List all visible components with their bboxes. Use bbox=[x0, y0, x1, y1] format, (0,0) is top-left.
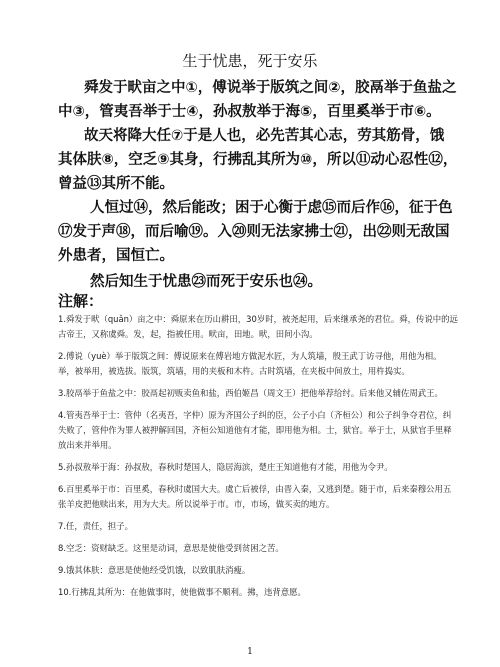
notes-list bbox=[58, 312, 458, 607]
note-item-8: 8.空乏：资财缺乏。这里是动词，意思是使他受到贫困之苦。 bbox=[58, 543, 284, 553]
notes-heading: 注解： bbox=[58, 292, 104, 310]
note-item-3: 3.胶鬲举于鱼盐之中：胶鬲起初贩卖鱼和盐，西伯姬昌（周文王）把他举荐给纣。后来他又辅佐周武王。 bbox=[58, 388, 443, 398]
note-item-6: 6.百里奚举于市：百里奚，春秋时虞国大夫。虞亡后被俘，由晋入秦，又逃到楚。随于市，后来秦穆公用五张羊皮把他赎出来，用为大夫。所以说举于市。市，市场，做买卖的地方。 bbox=[58, 484, 452, 509]
text-paragraph-2: 故天将降大任⑦于是人也，必先苦其心志，劳其筋骨，饿其体肤⑧，空乏⑨其身，行拂乱其所为⑩，所以⑪动心忍性⑫，曾益⑬其所不能。 bbox=[58, 128, 458, 192]
note-item-1: 1.舜发于畎（quǎn）亩之中：舜原来在历山耕田，30岁时，被尧起用，后来继承尧的君位。舜，传说中的远古帝王，又称虞舜。发，起，指被任用。畎亩，田地。畎，田间小沟。 bbox=[58, 314, 458, 339]
text-paragraph-3: 人恒过⑭，然后能改；困于心衡于虑⑮而后作⑯，征于色⑰发于声⑱，而后喻⑲。入⑳则无法家拂士㉑，出㉒则无敌国外患者，国恒亡。 bbox=[58, 200, 453, 264]
note-item-2: 2.傅说（yuè）举于版筑之间：傅说原来在傅岩地方做泥水匠，为人筑墙，殷王武丁访寻他，用他为相。举，被举用，被选拔。版筑，筑墙，用的夹板和木杵。古时筑墙，在夹板中间放土，用杵捣实。 bbox=[58, 351, 442, 376]
note-item-4: 4.管夷吾举于士：管仲（名夷吾，字仲）原为齐国公子纠的臣，公子小白（齐桓公）和公子纠争夺君位，纠失败了，管仲作为罪人被押解回国，齐桓公知道他有才能，即用他为相。士，狱官。举于士，从狱官手里释放出来并举用。 bbox=[58, 410, 452, 450]
note-item-5: 5.孙叔敖举于海：孙叔敖，春秋时楚国人，隐居海滨，楚庄王知道他有才能，用他为令尹。 bbox=[58, 462, 393, 472]
note-item-7: 7.任，责任，担子。 bbox=[58, 521, 133, 531]
note-item-10: 10.行拂乱其所为：在他做事时，使他做事不顺利。拂，违背意愿。 bbox=[58, 587, 306, 597]
text-paragraph-1: 舜发于畎亩之中①，傅说举于版筑之间②，胶鬲举于鱼盐之中③，管夷吾举于士④，孙叔敖举于海⑤，百里奚举于市⑥。 bbox=[58, 80, 457, 120]
page-number: 1 bbox=[247, 647, 253, 657]
note-item-9: 9.饿其体肤：意思是使他经受饥饿，以致肌肤消瘦。 bbox=[58, 565, 251, 575]
page-title: 生于忧患，死于安乐 bbox=[182, 52, 318, 70]
text-paragraph-4: 然后知生于忧患㉓而死于安乐也㉔。 bbox=[90, 274, 322, 290]
